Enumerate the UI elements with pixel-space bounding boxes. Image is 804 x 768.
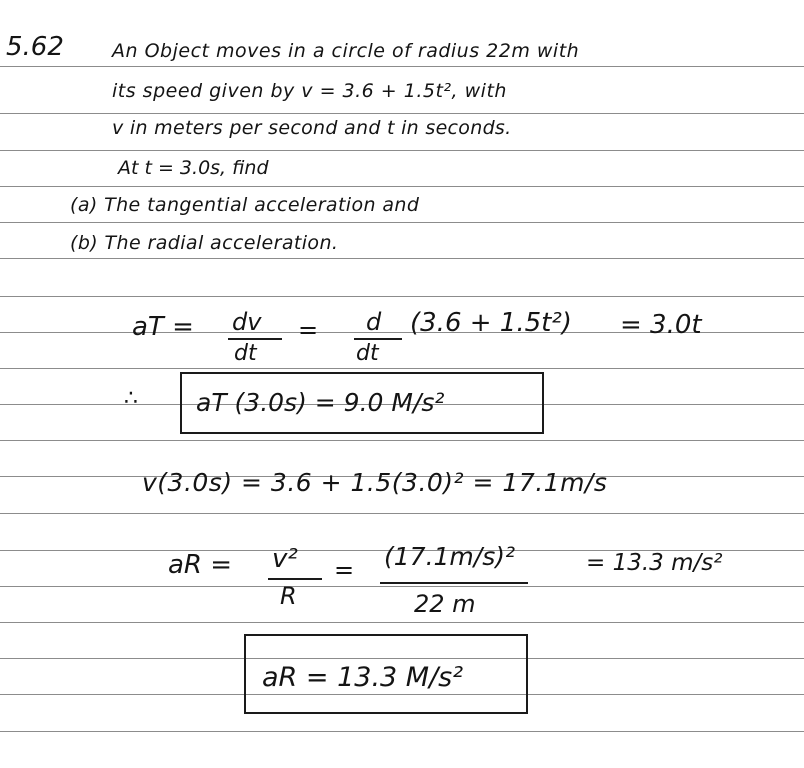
speed-at-3s: v(3.0s) = 3.6 + 1.5(3.0)² = 17.1m/s bbox=[142, 468, 608, 497]
ar-boxed-answer: aR = 13.3 M/s² bbox=[262, 662, 464, 693]
ruled-line bbox=[0, 368, 804, 369]
speed-expression: (3.6 + 1.5t²) bbox=[410, 308, 572, 338]
problem-line-2: its speed given by v = 3.6 + 1.5t², with bbox=[112, 80, 507, 102]
equals-sign: = bbox=[298, 316, 319, 344]
at-lhs: aT = bbox=[132, 312, 194, 342]
d-operator-denominator: dt bbox=[356, 341, 379, 366]
ruled-line bbox=[0, 622, 804, 623]
ar-result: = 13.3 m/s² bbox=[586, 550, 723, 576]
d-operator-numerator: d bbox=[366, 308, 382, 336]
dv-numerator: dv bbox=[232, 308, 262, 336]
ruled-line bbox=[0, 222, 804, 223]
therefore-symbol: ∴ bbox=[124, 386, 138, 411]
radius-value-denominator: 22 m bbox=[414, 590, 476, 618]
problem-line-1: An Object moves in a circle of radius 22m with bbox=[112, 40, 580, 62]
ruled-line bbox=[0, 440, 804, 441]
equals-sign: = bbox=[334, 556, 355, 584]
dt-denominator: dt bbox=[234, 341, 257, 366]
ruled-line bbox=[0, 186, 804, 187]
problem-line-4: At t = 3.0s, find bbox=[118, 157, 269, 179]
problem-number: 5.62 bbox=[6, 32, 64, 62]
fraction-bar bbox=[354, 338, 402, 340]
fraction-bar bbox=[268, 578, 322, 580]
v-squared-numerator: v² bbox=[272, 544, 298, 574]
radius-denominator: R bbox=[280, 582, 297, 610]
part-b: (b) The radial acceleration. bbox=[70, 232, 339, 254]
ruled-line bbox=[0, 586, 804, 587]
ar-lhs: aR = bbox=[168, 550, 233, 580]
ruled-line bbox=[0, 150, 804, 151]
ruled-line bbox=[0, 66, 804, 67]
problem-line-3: v in meters per second and t in seconds. bbox=[112, 117, 512, 139]
ruled-line bbox=[0, 513, 804, 514]
ruled-line bbox=[0, 296, 804, 297]
at-result: = 3.0t bbox=[620, 310, 702, 340]
ruled-line bbox=[0, 258, 804, 259]
part-a: (a) The tangential acceleration and bbox=[70, 194, 420, 216]
speed-squared-numerator: (17.1m/s)² bbox=[384, 542, 515, 571]
ruled-line bbox=[0, 113, 804, 114]
at-boxed-answer: aT (3.0s) = 9.0 M/s² bbox=[196, 388, 445, 417]
fraction-bar bbox=[380, 582, 528, 584]
ruled-line bbox=[0, 731, 804, 732]
fraction-bar bbox=[228, 338, 282, 340]
